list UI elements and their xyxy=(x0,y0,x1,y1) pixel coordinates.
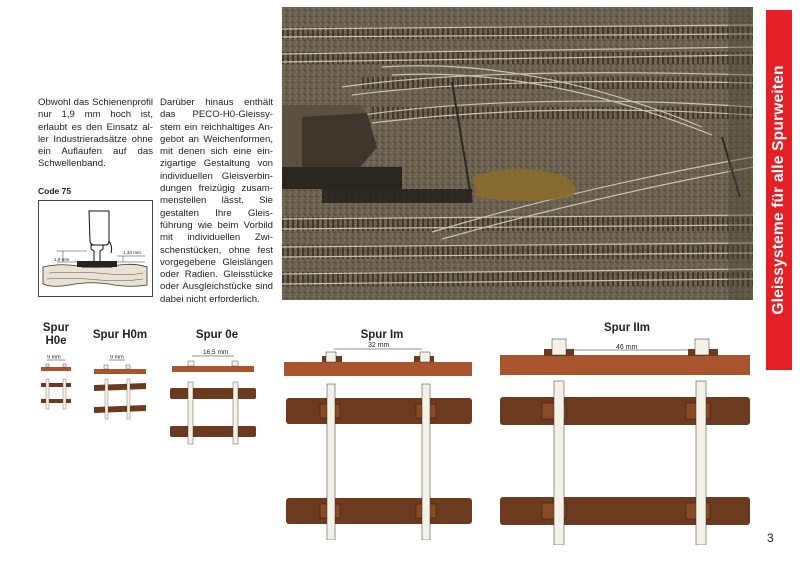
gauge-h0m-diagram xyxy=(92,355,148,430)
gauge-im-measure: 32 mm xyxy=(368,342,390,349)
section-title: Gleissysteme für alle Spurweiten xyxy=(770,65,787,315)
intro-paragraph-1: Obwohl das Schienenprofil nur 1,9 mm hoch ist, erlaubt es den Einsatz aller Industrieradsätze ohne ein Auflaufen auf das Schwellenband. xyxy=(38,97,153,170)
code-label: Code 75 xyxy=(38,186,72,196)
gauge-label-h0e: Spur H0e xyxy=(42,322,70,347)
page-number: 3 xyxy=(767,531,774,545)
intro-paragraph-2: Darüber hinaus enthält das PECO-H0-Gleissystem ein reichhaltiges Angebot an Weichenformen, mit denen sich eine einzigartige Gestaltung von individuellen Gleisverbindungen freizügig zusammenstellen lässt. Sie gestalten Ihre Gleisführung wie beim Vorbild mit individuellen Zwischenstücken, ohne fest vorgegebene Gleislängen oder Radien. Gleisstücke oder Ausgleichstücke sind dabei nicht erforderlich. xyxy=(160,97,273,305)
gauge-h0e-diagram xyxy=(38,355,74,420)
gauge-h0e-measure: 9 mm xyxy=(47,355,61,361)
gauge-iim-measure: 46 mm xyxy=(616,344,638,351)
gauge-0e-measure: 16,5 mm xyxy=(203,349,229,356)
track-layout-photo xyxy=(282,7,753,300)
gauge-0e-diagram xyxy=(170,348,256,453)
profile-height-label: 1,34 mm xyxy=(123,250,141,255)
gauge-h0m-measure: 9 mm xyxy=(110,355,124,361)
profile-width-label: 1,9 mm xyxy=(54,257,70,262)
rail-profile-diagram xyxy=(38,200,153,297)
gauge-im-diagram xyxy=(282,340,474,545)
gauge-label-0e: Spur 0e xyxy=(195,329,239,341)
gauge-iim-diagram xyxy=(498,335,752,550)
gauge-label-h0m: Spur H0m xyxy=(92,329,148,341)
gauge-label-im: Spur Im xyxy=(360,329,404,341)
rail-profile-drawing xyxy=(39,201,152,296)
gauge-label-iim: Spur IIm xyxy=(603,322,650,334)
